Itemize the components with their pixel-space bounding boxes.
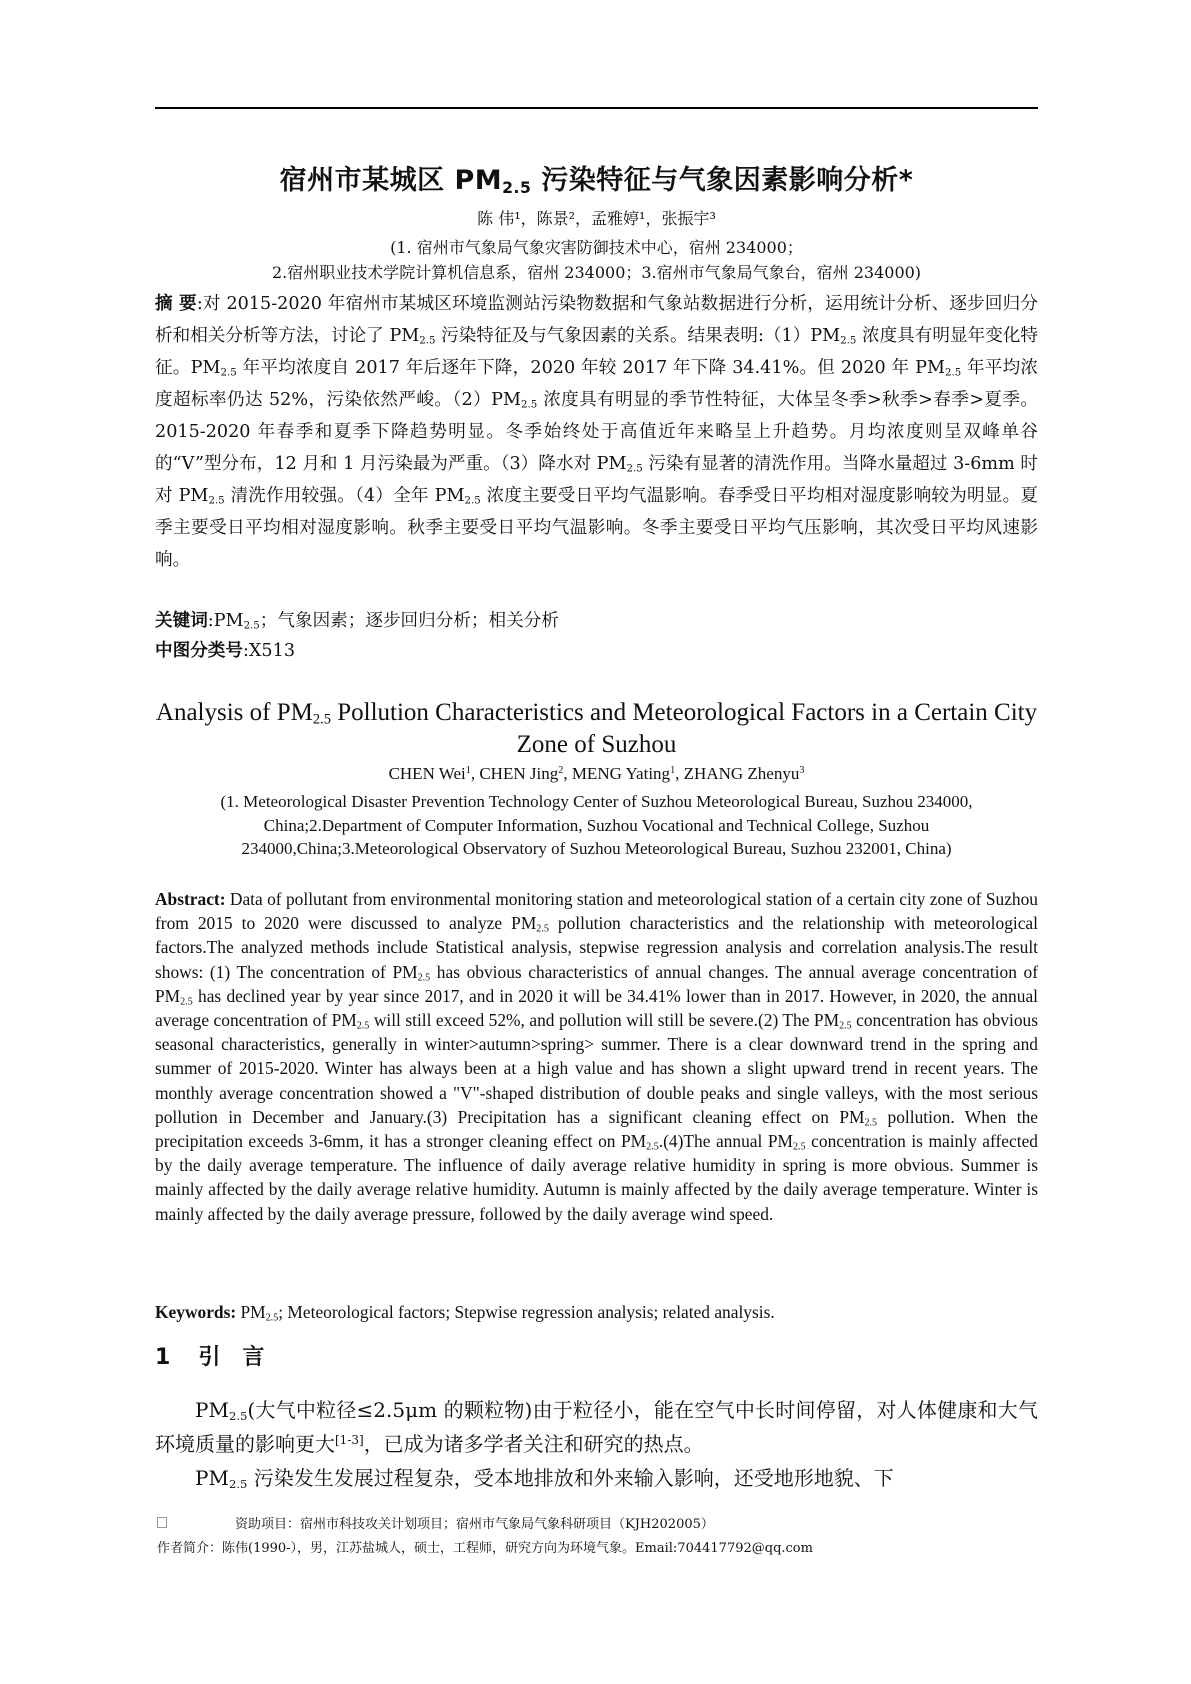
body-paragraph-2: $PM_{2.5}$ 污染发生发展过程复杂，受本地排放和外来输入影响，还受地形地貌、下 (195, 1466, 894, 1491)
english-abstract-label: Abstract: (155, 889, 226, 909)
english-abstract: Abstract: Data of pollutant from environmental monitoring station and meteorological station of a certain city zone of Suzhou from 2015 to 2020 were discussed to analyze $PM_{2.5}$ pollution characteristics and the relationship with meteorological factors.The analyzed methods include Statistical analysis, stepwise regression analysis and correlation analysis.The result shows: (1) The concentration of $PM_{2.5}$ has obvious characteristics of annual changes. The annual average concentration of $PM_{2.5}$ has declined year by year since 2017, and in 2020 it will be 34.41% lower than in 2017. However, in 2020, the annual average concentration of $PM_{2.5}$ will still exceed 52%, and pollution will still be severe.(2) The $PM_{2.5}$ concentration has obvious seasonal characteristics, generally in winter>autumn>spring> summer. There is a clear downward trend in the spring and summer of 2015-2020. Winter has always been at a high value and has shown a slight upward trend in recent years. The monthly average concentration showed a "V"-shaped distribution of double peaks and single valleys, with the most serious pollution in December and January.(3) Precipitation has a significant cleaning effect on $PM_{2.5}$ pollution. When the precipitation exceeds 3-6mm, it has a stronger cleaning effect on $PM_{2.5}.(4)The$ annual $PM_{2.5}$ concentration is mainly affected by the daily average temperature. The influence of daily average relative humidity in spring is more obvious. Summer is mainly affected by the daily average relative humidity. Autumn is mainly affected by the daily average temperature. Winter is mainly affected by the daily average pressure, followed by the daily average wind speed. (155, 889, 1039, 1224)
header-rule (155, 107, 1038, 109)
footnote-funding: 资助项目：宿州市科技攻关计划项目；宿州市气象局气象科研项目（KJH202005） (235, 1517, 714, 1532)
chinese-authors: 陈 伟¹，陈景²，孟雅婷¹，张振宇³ (477, 209, 716, 228)
chinese-keywords: 关键词$:PM_{2.5}$；气象因素；逐步回归分析；相关分析 (155, 611, 559, 632)
english-title: Analysis of $PM_{2.5}$ Pollution Characteristics and Meteorological Factors in a Certain City Zone of Suzhou (155, 699, 1038, 758)
footnote-marker-icon (157, 1517, 167, 1528)
section-heading-introduction: 1 引言 (155, 1345, 287, 1370)
chinese-abstract: 摘 要:对 2015-2020 年宿州市某城区环境监测站污染物数据和气象站数据进行分析，运用统计分析、逐步回归分析和相关分析等方法，讨论了 $PM_{2.5}$ 污染特征及与气象因素的关系。结果表明$:(1)PM_{2.5}$ 浓度具有明显年变化特征。$PM_{2.5}$ 年平均浓度自 2017 年后逐年下降，2020 年较 2017 年下降 34.41%。但 2020 年 $PM_{2.5}$ 年平均浓度超标率仍达 52%，污染依然严峻。$(2)PM_{2.5}$ 浓度具有明显的季节性特征，大体呈冬季>秋季>春季>夏季。2015-2020 年春季和夏季下降趋势明显。冬季始终处于高值近年来略呈上升趋势。月均浓度则呈双峰单谷的“V”型分布，12 月和 1 月污染最为严重。（3）降水对 $PM_{2.5}$ 污染有显著的清洗作用。当降水量超过 3-6mm 时对 $PM_{2.5}$ 清洗作用较强。（4）全年 $PM_{2.5}$ 浓度主要受日平均气温影响。春季受日平均相对湿度影响较为明显。夏季主要受日平均相对湿度影响。秋季主要受日平均气温影响。冬季主要受日平均气压影响，其次受日平均风速影响。 (155, 294, 1039, 570)
chinese-affiliation-line-1: (1. 宿州市气象局气象灾害防御技术中心，宿州 234000； (390, 238, 803, 257)
citation-ref[interactable]: [1-3] (335, 1432, 364, 1447)
english-authors: CHEN Wei$^1$, CHEN Jing$^2$, MENG Yating$^1$, ZHANG Zhenyu$^3$ (388, 764, 805, 783)
chinese-abstract-label: 摘 要 (155, 294, 197, 314)
english-keywords: Keywords: $PM_{2.5}$; Meteorological factors; Stepwise regression analysis; related analysis. (155, 1302, 775, 1324)
chinese-classification: 中图分类号:X513 (155, 641, 296, 661)
chinese-affiliation-line-2: 2.宿州职业技术学院计算机信息系，宿州 234000；3.宿州市气象局气象台，宿州 234000) (271, 263, 922, 282)
body-paragraph-1: $PM_{2.5}$(大气中粒径≤2.5μm 的颗粒物)由于粒径小，能在空气中长时间停留，对人体健康和大气环境质量的影响更大[1-3]，已成为诸多学者关注和研究的热点。 (155, 1398, 1038, 1456)
chinese-title: 宿州市某城区 $PM_{2.5}$ 污染特征与气象因素影响分析* (279, 165, 914, 197)
paper-page (155, 0, 1038, 1684)
footnote-author: 作者简介：陈伟(1990-），男，江苏盐城人，硕士，工程师，研究方向为环境气象。Email:704417792@qq.com (157, 1541, 813, 1556)
english-affiliations: (1. Meteorological Disaster Prevention Technology Center of Suzhou Meteorological Bureau, Suzhou 234000, China;2.Department of Computer Information, Suzhou Vocational and Technical College, Suzhou 234000,China;3.Meteorological Observatory of Suzhou Meteorological Bureau, Suzhou 232001, China) (220, 792, 973, 858)
